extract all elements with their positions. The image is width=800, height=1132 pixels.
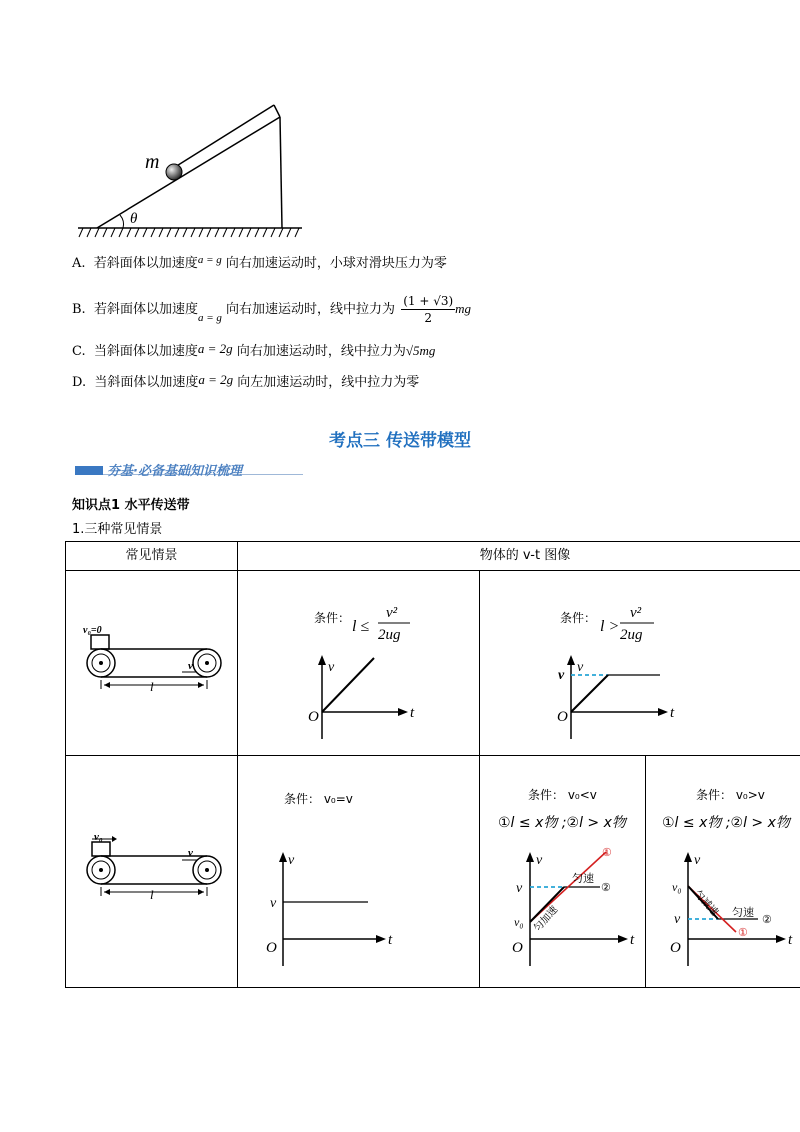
svg-text:匀减速: 匀减速: [691, 888, 721, 919]
svg-text:O: O: [512, 940, 523, 956]
svg-text:②: ②: [762, 914, 772, 926]
svg-text:O: O: [308, 709, 319, 725]
conveyor-table: [65, 541, 800, 988]
svg-text:v: v: [694, 853, 701, 868]
svg-text:O: O: [557, 709, 568, 725]
svg-text:t: t: [630, 932, 635, 948]
svg-text:l: l: [150, 679, 154, 694]
svg-text:②: ②: [601, 882, 611, 894]
section-title: 考点三 传送带模型: [329, 431, 471, 451]
header-vt-graph: 物体的 v-t 图像: [238, 542, 800, 571]
subheading: 1.三种常见情景: [72, 522, 163, 537]
svg-text:v: v: [270, 896, 277, 911]
angle-label: θ: [130, 211, 138, 227]
section-banner: [75, 460, 305, 480]
svg-text:O: O: [670, 940, 681, 956]
option-a: A. 若斜面体以加速度$^{a = g}$ 向右加速运动时，小球对滑块压力为零: [72, 254, 447, 271]
svg-text:l >: l >: [600, 618, 620, 635]
ball: [166, 164, 182, 180]
row1-graph-b: 条件： l > v² 2ug v t O v: [480, 571, 800, 756]
tension-fraction: $\frac{(1 + √3)}{2}$: [403, 294, 454, 325]
svg-text:v: v: [188, 847, 193, 859]
svg-text:匀速: 匀速: [732, 907, 754, 919]
banner-bar: [75, 466, 103, 475]
svg-text:l ≤: l ≤: [352, 618, 370, 635]
svg-text:v: v: [188, 660, 193, 672]
svg-text:v: v: [558, 668, 565, 683]
svg-text:v²: v²: [386, 605, 398, 621]
svg-text:O: O: [266, 940, 277, 956]
banner-text: 夯基·必备基础知识梳理: [107, 464, 242, 479]
svg-text:匀速: 匀速: [572, 873, 594, 885]
option-d: D. 当斜面体以加速度a = 2g 向左加速运动时，线中拉力为零: [72, 372, 420, 390]
svg-text:2ug: 2ug: [378, 627, 401, 643]
svg-text:①: ①: [602, 847, 612, 859]
svg-text:t: t: [788, 932, 793, 948]
svg-text:v²: v²: [630, 605, 642, 621]
row2-scenario: [66, 756, 238, 988]
row1-graph-a: 条件： l ≤ v² 2ug v t O: [238, 571, 480, 756]
incline-figure: [75, 95, 315, 245]
svg-text:v: v: [536, 853, 543, 868]
svg-text:v: v: [516, 881, 523, 896]
svg-text:v₀=0: v₀=0: [83, 625, 102, 636]
option-b: B. 若斜面体以加速度$_{a = g}$ 向右加速运动时，线中拉力为 $\frac{(1 + √3)}{2}$ mg: [72, 294, 472, 325]
svg-text:v₀: v₀: [672, 880, 682, 894]
svg-text:t: t: [410, 705, 415, 721]
svg-text:v₀: v₀: [514, 915, 524, 929]
vt-graph-2: [480, 571, 738, 751]
vt-graph-1: [238, 571, 479, 751]
svg-text:v: v: [328, 660, 335, 675]
belt-diagram-1: [66, 571, 237, 751]
knowledge-point-heading: 知识点1 水平传送带: [72, 498, 190, 513]
svg-text:t: t: [388, 932, 393, 948]
svg-text:①: ①: [738, 927, 748, 939]
row2-graph-b: 条件： v₀<v ①l ≤ x物 ;②l > x物 v t O v v₀ ① ② 匀速 匀加速: [480, 756, 646, 988]
svg-text:l: l: [150, 887, 154, 902]
svg-text:v₀: v₀: [94, 831, 103, 843]
svg-text:v: v: [674, 912, 681, 927]
row2-graph-c: 条件： v₀>v ①l ≤ x物 ;②l > x物 v t O v₀ v ① ② 匀速 匀减速: [646, 756, 800, 988]
svg-text:t: t: [670, 705, 675, 721]
svg-text:2ug: 2ug: [620, 627, 643, 643]
svg-text:v: v: [577, 660, 584, 675]
row1-scenario: [66, 571, 238, 756]
mass-label: m: [145, 151, 160, 173]
belt-diagram-2: [66, 756, 237, 983]
svg-text:匀加速: 匀加速: [532, 904, 561, 935]
svg-text:v: v: [288, 853, 295, 868]
option-c: C. 当斜面体以加速度a = 2g 向右加速运动时，线中拉力为√5mg: [72, 341, 436, 359]
row2-graph-a: 条件： v₀=v v t O v: [238, 756, 480, 988]
header-scenario: 常见情景: [66, 542, 238, 571]
